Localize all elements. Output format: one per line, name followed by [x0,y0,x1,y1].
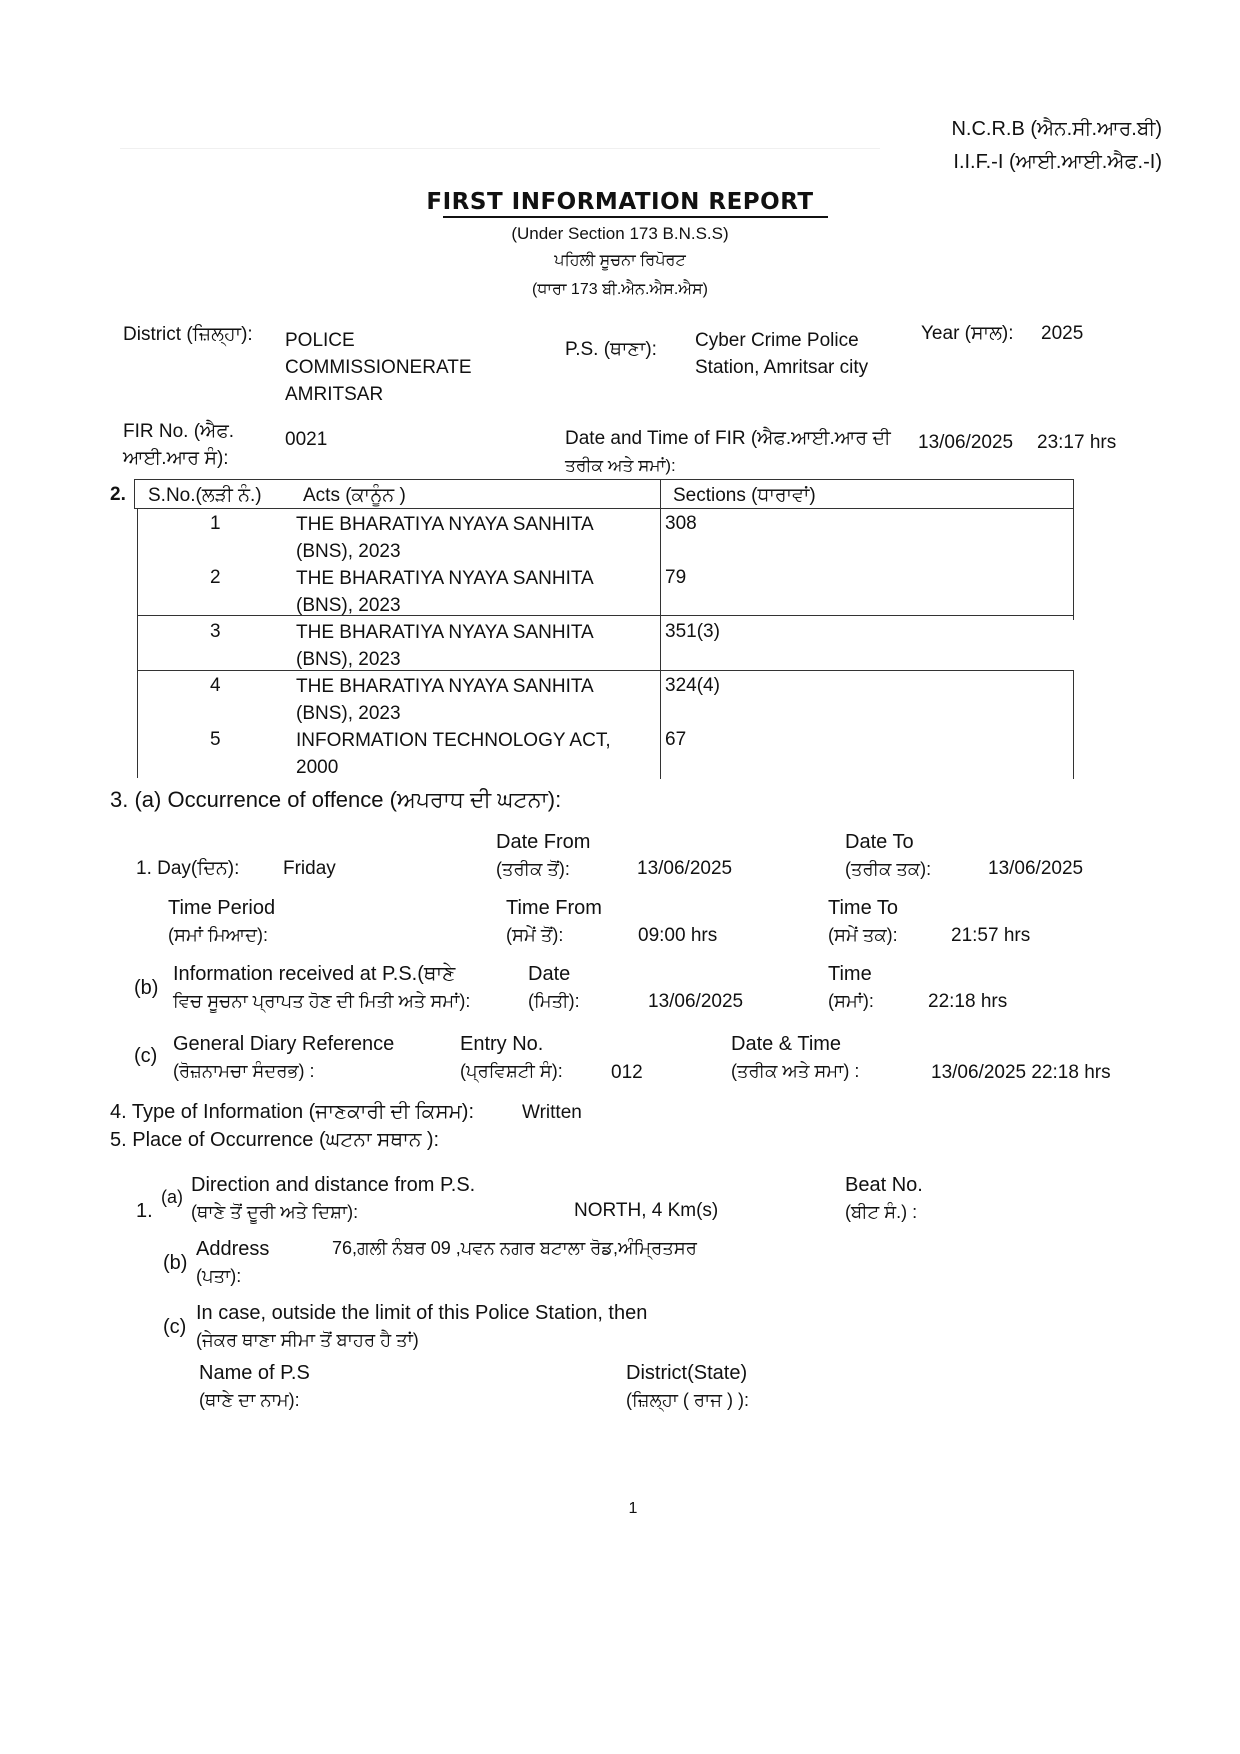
table-row-section: 308 [665,513,697,534]
header-divider [120,148,880,149]
gd-datetime-label: Date & Time (ਤਰੀਕ ਅਤੇ ਸਮਾ) : [731,1033,860,1081]
fir-time-value: 23:17 hrs [1037,432,1117,453]
gd-datetime-value: 13/06/2025 22:18 hrs [931,1062,1111,1083]
beat-no-label: Beat No. (ਬੀਟ ਸੰ.) : [845,1174,923,1222]
time-to-label: Time To (ਸਮੇਂ ਤਕ): [828,897,899,945]
date-to-label: Date To (ਤਰੀਕ ਤਕ): [845,831,932,879]
time-from-value: 09:00 hrs [638,925,718,946]
table-row-act: THE BHARATIYA NYAYA SANHITA (BNS), 2023 [296,676,594,724]
date-from-value: 13/06/2025 [637,858,733,879]
year-label: Year (ਸਾਲ): [921,323,1014,344]
table-row-act: THE BHARATIYA NYAYA SANHITA (BNS), 2023 [296,568,594,616]
ps-value: Cyber Crime Police Station, Amritsar city [695,330,869,378]
info-type-label: 4. Type of Information (ਜਾਣਕਾਰੀ ਦੀ ਕਿਸਮ): [110,1101,475,1123]
info-date-value: 13/06/2025 [648,991,744,1012]
table-header-divider [134,508,1074,509]
fir-date-value: 13/06/2025 [918,432,1014,453]
outside-limit-label: In case, outside the limit of this Police Station, then (ਜੇਕਰ ਥਾਣਾ ਸੀਮਾ ਤੋਂ ਬਾਹਰ ਹੈ ਤਾਂ) [196,1302,648,1350]
district-value: POLICE COMMISSIONERATE AMRITSAR [285,330,472,405]
info-time-value: 22:18 hrs [928,991,1008,1012]
under-section: (Under Section 173 B.N.S.S) [511,224,729,243]
table-border-top [134,479,1074,480]
title-punjabi: ਪਹਿਲੀ ਸੂਚਨਾ ਰਿਪੋਰਟ [554,252,686,269]
ncrb-label: N.C.R.B (ਐਨ.ਸੀ.ਆਰ.ਬੀ) [951,118,1162,140]
table-row-sno: 3 [210,621,221,642]
entry-no-value: 012 [611,1062,643,1083]
ps-label: P.S. (ਥਾਣਾ): [565,339,657,360]
title-underline [443,216,828,218]
address-label: Address (ਪਤਾ): [196,1238,270,1286]
table-border-left [134,479,135,509]
day-label: 1. Day(ਦਿਨ): [136,858,240,879]
acts-header: Acts (ਕਾਨੂੰਨ ) [303,485,406,506]
place-b-letter: (b) [163,1252,188,1274]
info-received-letter: (b) [134,977,159,999]
table-border-right-lower [1073,670,1074,779]
info-date-label: Date (ਮਿਤੀ): [528,963,580,1011]
page-title: FIRST INFORMATION REPORT [426,189,814,215]
table-row-act: THE BHARATIYA NYAYA SANHITA (BNS), 2023 [296,622,594,670]
gd-label: General Diary Reference (ਰੋਜ਼ਨਾਮਚਾ ਸੰਦਰਭ) : [173,1033,395,1081]
table-row-sno: 5 [210,729,221,750]
info-time-label: Time (ਸਮਾਂ): [828,963,874,1011]
place-heading: 5. Place of Occurrence (ਘਟਨਾ ਸਥਾਨ ): [110,1129,440,1151]
iif-label: I.I.F.-I (ਆਈ.ਆਈ.ਐਫ.-I) [953,151,1162,173]
direction-label: Direction and distance from P.S. (ਥਾਣੇ ਤੋਂ ਦੂਰੀ ਅਤੇ ਦਿਸ਼ਾ): [191,1174,476,1222]
time-period-label: Time Period (ਸਮਾਂ ਮਿਆਦ): [168,897,276,945]
sno-header: S.No.(ਲੜੀ ਨੰ.) [148,485,262,506]
table-row-sno: 1 [210,513,221,534]
table-row-act: THE BHARATIYA NYAYA SANHITA (BNS), 2023 [296,514,594,562]
place-a-letter: (a) [161,1187,183,1207]
table-row-sno: 4 [210,675,221,696]
table-row-section: 79 [665,567,687,588]
table-column-divider [660,479,661,779]
info-received-label: Information received at P.S.(ਥਾਣੇ ਵਿਚ ਸੂਚਨਾ ਪ੍ਰਾਪਤ ਹੋਣ ਦੀ ਮਿਤੀ ਅਤੇ ਸਮਾਂ): [173,963,471,1011]
day-value: Friday [283,858,336,879]
table-row-sno: 2 [210,567,221,588]
year-value: 2025 [1041,323,1084,344]
gd-letter: (c) [134,1045,158,1067]
direction-value: NORTH, 4 Km(s) [574,1200,719,1221]
table-row-section: 324(4) [665,675,720,696]
table-inner-left [137,508,138,778]
info-type-value: Written [522,1102,582,1123]
district-state-label: District(State) (ਜ਼ਿਲ੍ਹਾ ( ਰਾਜ ) ): [626,1362,749,1410]
page-number: 1 [628,1500,638,1517]
table-row-divider [137,615,1074,616]
sections-header: Sections (ਧਾਰਾਵਾਂ) [673,485,816,506]
date-to-value: 13/06/2025 [988,858,1084,879]
fir-datetime-label: Date and Time of FIR (ਐਫ.ਆਈ.ਆਰ ਦੀ ਤਰੀਕ ਅਤੇ ਸਮਾਂ): [565,428,891,475]
table-border-right [1073,479,1074,620]
occurrence-heading: 3. (a) Occurrence of offence (ਅਪਰਾਧ ਦੀ ਘਟਨਾ): [110,787,562,812]
entry-no-label: Entry No. (ਪ੍ਰਵਿਸ਼ਟੀ ਸੰ): [460,1033,563,1081]
table-row-section: 67 [665,729,687,750]
district-label: District (ਜ਼ਿਲ੍ਹਾ): [123,324,253,345]
table-row-act: INFORMATION TECHNOLOGY ACT, 2000 [296,730,611,778]
place-number: 1. [136,1200,153,1222]
date-from-label: Date From (ਤਰੀਕ ਤੋਂ): [496,831,591,879]
table-row-section: 351(3) [665,621,720,642]
time-to-value: 21:57 hrs [951,925,1031,946]
ps-name-label: Name of P.S (ਥਾਣੇ ਦਾ ਨਾਮ): [199,1362,310,1410]
table-row-divider [137,670,1074,671]
time-from-label: Time From (ਸਮੇਂ ਤੋਂ): [506,897,602,945]
place-c-letter: (c) [163,1316,187,1338]
fir-no-value: 0021 [285,429,328,450]
fir-no-label: FIR No. (ਐਫ. ਆਈ.ਆਰ ਸੰ): [123,421,235,469]
acts-section-number: 2. [110,484,126,505]
section-punjabi: (ਧਾਰਾ 173 ਬੀ.ਐਨ.ਐਸ.ਐਸ) [532,281,708,298]
address-value: 76,ਗਲੀ ਨੰਬਰ 09 ,ਪਵਨ ਨਗਰ ਬਟਾਲਾ ਰੋਡ,ਅੰਮ੍ਰਿਤਸਰ [332,1238,697,1258]
